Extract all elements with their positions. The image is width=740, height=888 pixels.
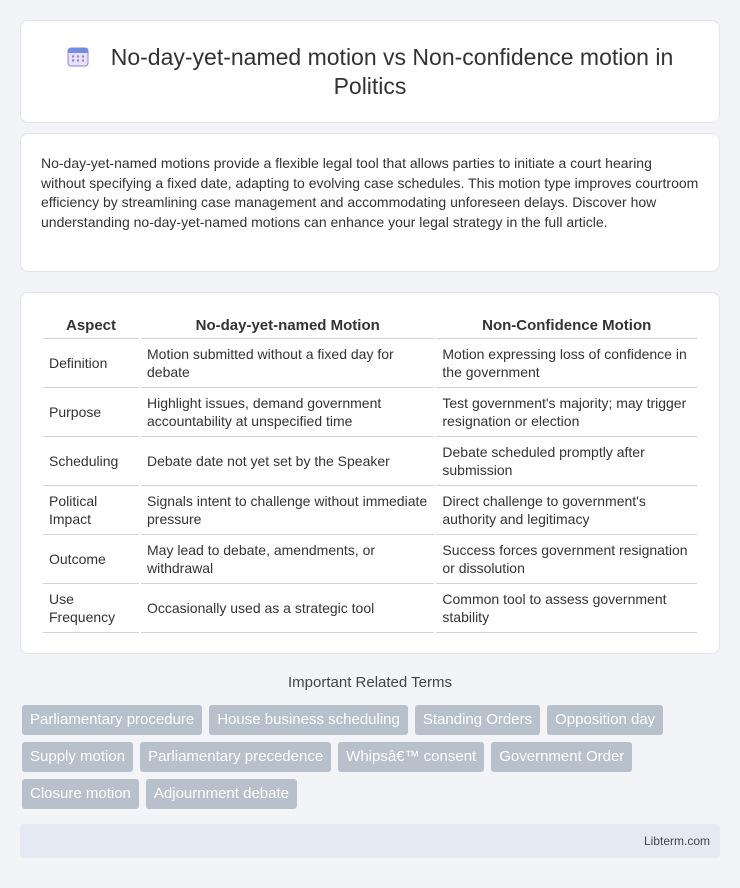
intro-card	[20, 133, 720, 272]
tag-parliamentary-procedure[interactable]: Parliamentary procedure	[22, 705, 202, 735]
header-non-confidence: Non-Confidence Motion	[436, 315, 697, 339]
cell-no-day: Occasionally used as a strategic tool	[141, 584, 434, 633]
title-text: No-day-yet-named motion vs Non-confidence motion in Politics	[110, 44, 674, 99]
header-no-day-yet-named: No-day-yet-named Motion	[141, 315, 434, 339]
cell-no-day: May lead to debate, amendments, or withdrawal	[141, 535, 434, 584]
cell-aspect: Scheduling	[43, 437, 139, 486]
footer-site-link[interactable]: Libterm.com	[643, 834, 710, 848]
cell-no-day: Signals intent to challenge without immediate pressure	[141, 486, 434, 535]
table-row	[43, 486, 697, 535]
header-aspect: Aspect	[43, 315, 139, 339]
table-header-row	[43, 315, 697, 339]
cell-non-confidence: Debate scheduled promptly after submission	[436, 437, 697, 486]
table-row	[43, 388, 697, 437]
table-row	[43, 535, 697, 584]
comparison-card	[20, 292, 720, 654]
cell-non-confidence: Common tool to assess government stability	[436, 584, 697, 633]
cell-aspect: Purpose	[43, 388, 139, 437]
table-row	[43, 339, 697, 388]
cell-aspect: Political Impact	[43, 486, 139, 535]
cell-non-confidence: Success forces government resignation or dissolution	[436, 535, 697, 584]
tag-standing-orders[interactable]: Standing Orders	[415, 705, 540, 735]
tag-government-order[interactable]: Government Order	[491, 742, 632, 772]
cell-non-confidence: Direct challenge to government's authority and legitimacy	[436, 486, 697, 535]
intro-paragraph: No-day-yet-named motions provide a flexible legal tool that allows parties to initiate a court hearing without specifying a fixed date, adapting to evolving case schedules. This motion type improves courtroom efficiency by streamlining case management and accommodating unforeseen delays. Discover how understanding no-day-yet-named motions can enhance your legal strategy in the full article.	[41, 155, 699, 230]
cell-aspect: Outcome	[43, 535, 139, 584]
cell-non-confidence: Motion expressing loss of confidence in the government	[436, 339, 697, 388]
tag-closure-motion[interactable]: Closure motion	[22, 779, 139, 809]
cell-no-day: Motion submitted without a fixed day for debate	[141, 339, 434, 388]
header-card	[20, 20, 720, 123]
table-row	[43, 584, 697, 633]
tag-row	[22, 779, 722, 809]
tag-house-business-scheduling[interactable]: House business scheduling	[209, 705, 408, 735]
cell-no-day: Debate date not yet set by the Speaker	[141, 437, 434, 486]
calendar-icon	[67, 45, 89, 67]
tag-supply-motion[interactable]: Supply motion	[22, 742, 133, 772]
cell-aspect: Definition	[43, 339, 139, 388]
related-terms-title: Important Related Terms	[288, 674, 452, 691]
table-row	[43, 437, 697, 486]
tag-parliamentary-precedence[interactable]: Parliamentary precedence	[140, 742, 331, 772]
tag-row	[22, 742, 722, 772]
tag-adjournment-debate[interactable]: Adjournment debate	[146, 779, 297, 809]
related-terms-tags	[22, 705, 722, 816]
tag-opposition-day[interactable]: Opposition day	[547, 705, 663, 735]
comparison-table	[41, 315, 699, 633]
cell-non-confidence: Test government's majority; may trigger resignation or election	[436, 388, 697, 437]
cell-aspect: Use Frequency	[43, 584, 139, 633]
footer	[20, 824, 720, 858]
page-title	[51, 43, 689, 101]
cell-no-day: Highlight issues, demand government accountability at unspecified time	[141, 388, 434, 437]
tag-whips-consent[interactable]: Whipsâ€™ consent	[338, 742, 484, 772]
tag-row	[22, 705, 722, 735]
